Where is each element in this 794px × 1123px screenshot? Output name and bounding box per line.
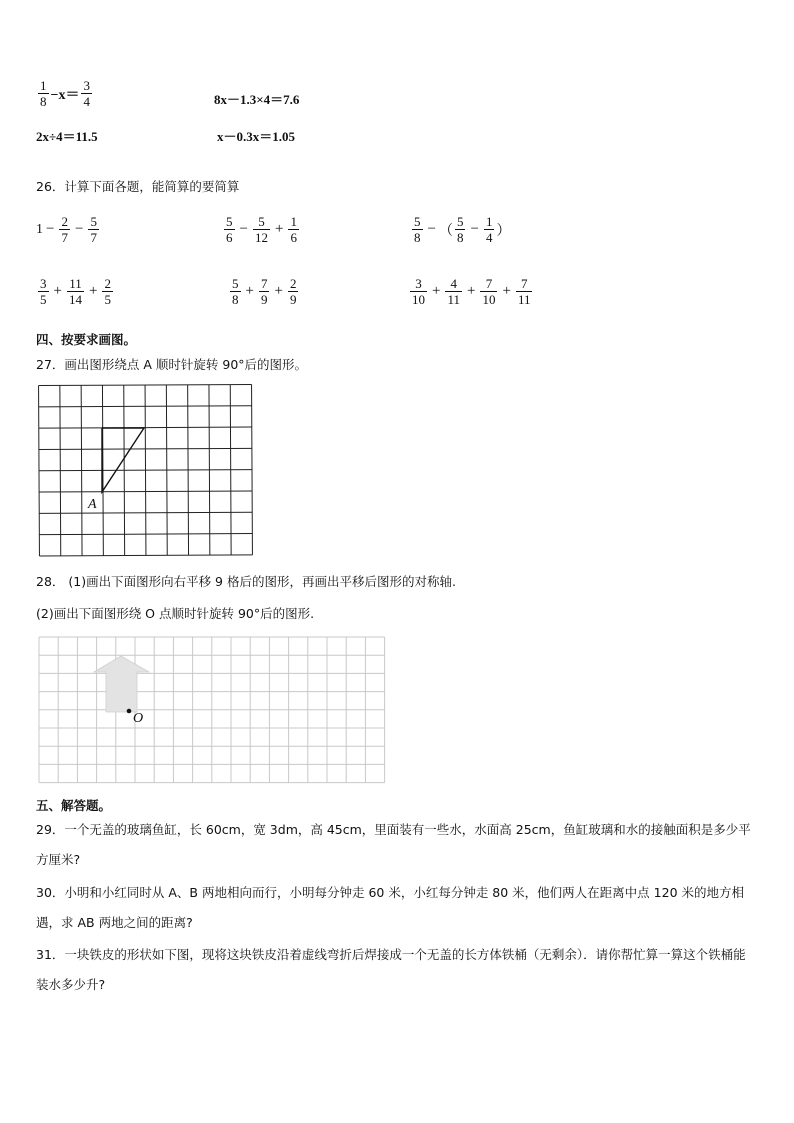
equation-4: x－0.3x＝1.05 (217, 129, 296, 144)
fraction-numerator: 2 (61, 214, 68, 229)
equation-2: 8x－1.3×4＝7.6 (214, 92, 300, 107)
minus-sign: − (46, 221, 55, 237)
minus-sign: − (427, 221, 436, 237)
fraction-numerator: 7 (260, 276, 268, 291)
minus-sign: − (470, 221, 479, 237)
fraction-denominator: 9 (260, 292, 268, 307)
q28-arrow-shape (94, 656, 149, 712)
fraction-numerator: 7 (485, 276, 493, 291)
question-31-text: 31．一块铁皮的形状如下图，现将这块铁皮沿着虚线弯折后焊接成一个无盖的长方体铁桶（无剩余）．请你帮忙算一算这个铁桶能装水多少升? (36, 947, 746, 992)
point-o-dot (127, 709, 132, 714)
q27-grid-figure (36, 382, 256, 558)
grid-line-horizontal (39, 406, 252, 407)
grid-line-horizontal (39, 534, 252, 535)
fraction-numerator: 1 (290, 214, 297, 229)
q26-expr-6 (408, 276, 534, 307)
minus-sign: − (239, 221, 248, 237)
grid-line-horizontal (39, 384, 252, 385)
equation-3: 2x÷4＝11.5 (36, 129, 98, 144)
fraction-numerator: 1 (485, 214, 493, 229)
fraction-denominator: 11 (447, 292, 460, 307)
fraction-denominator: 6 (226, 230, 233, 245)
fraction-numerator: 5 (414, 214, 421, 229)
equation-operator: −x＝ (50, 87, 80, 103)
fraction-denominator: 8 (414, 230, 421, 245)
fraction-numerator: 11 (69, 276, 82, 291)
question-29-text: 29．一个无盖的玻璃鱼缸，长 60cm，宽 3dm，高 45cm，里面装有一些水，水面高 25cm，鱼缸玻璃和水的接触面积是多少平方厘米? (36, 822, 751, 867)
grid-line-horizontal (39, 512, 252, 513)
fraction-denominator: 7 (61, 230, 68, 245)
fraction-numerator: 5 (232, 276, 239, 291)
fraction-numerator: 5 (456, 214, 464, 229)
close-paren: ） (496, 223, 511, 239)
fraction-numerator: 1 (40, 78, 47, 93)
whole-number: 1 (36, 221, 43, 237)
fraction-denominator: 5 (40, 292, 47, 307)
plus-sign: + (88, 283, 98, 299)
open-paren: （ (438, 223, 453, 239)
fraction-denominator: 4 (83, 94, 90, 109)
minus-sign: − (74, 221, 84, 237)
fraction-denominator: 6 (290, 230, 297, 245)
fraction-numerator: 3 (40, 276, 47, 291)
q27-triangle-shape (102, 428, 144, 492)
point-a-label: A (88, 497, 97, 512)
equation-1 (36, 78, 94, 109)
q27-grid-lines (39, 384, 253, 556)
fraction-numerator: 2 (104, 276, 111, 291)
plus-sign: + (274, 283, 283, 299)
fraction-numerator: 5 (258, 214, 265, 229)
fraction-numerator: 4 (450, 276, 457, 291)
grid-line-horizontal (39, 470, 252, 471)
question-30-text: 30．小明和小红同时从 A、B 两地相向而行，小明每分钟走 60 米，小红每分钟走 80 米，他们两人在距离中点 120 米的地方相遇，求 AB 两地之间的距离? (36, 885, 744, 930)
fraction-numerator: 5 (226, 214, 233, 229)
q26-expr-4 (36, 276, 115, 307)
plus-sign: + (245, 283, 254, 299)
fraction-denominator: 5 (104, 292, 111, 307)
fraction-denominator: 9 (289, 292, 297, 307)
fraction-denominator: 10 (482, 292, 496, 307)
question-27-text: 27．画出图形绕点 A 顺时针旋转 90°后的图形。 (36, 357, 308, 372)
fraction-denominator: 11 (517, 292, 531, 307)
fraction-denominator: 7 (90, 230, 97, 245)
fraction-denominator: 8 (456, 230, 464, 245)
plus-sign: + (467, 283, 476, 299)
fraction-denominator: 8 (40, 94, 47, 109)
grid-line-horizontal (39, 427, 252, 428)
q28-grid-figure (38, 636, 388, 784)
plus-sign: + (432, 283, 441, 299)
fraction-denominator: 4 (485, 230, 493, 245)
q26-expr-3 (410, 214, 510, 245)
question-28-text-1: 28． (1)画出下面图形向右平移 9 格后的图形，再画出平移后图形的对称轴. (36, 574, 456, 589)
grid-line-horizontal (39, 448, 252, 449)
point-o-label: O (133, 711, 144, 726)
plus-sign: + (274, 221, 284, 237)
plus-sign: + (53, 283, 62, 299)
grid-line-horizontal (39, 555, 252, 556)
section-5-heading: 五、解答题。 (36, 798, 112, 813)
fraction-denominator: 8 (232, 292, 239, 307)
fraction-denominator: 14 (68, 292, 82, 307)
fraction-numerator: 7 (520, 276, 528, 291)
fraction-numerator: 5 (90, 214, 97, 229)
section-4-heading: 四、按要求画图。 (36, 332, 137, 347)
grid-line-horizontal (39, 491, 252, 492)
plus-sign: + (502, 283, 511, 299)
fraction-numerator: 3 (83, 78, 90, 93)
q26-expr-2 (222, 214, 301, 245)
question-26-title: 26．计算下面各题，能简算的要简算 (36, 179, 240, 194)
q26-expr-1 (36, 214, 101, 245)
fraction-numerator: 2 (289, 276, 297, 291)
question-28-text-2: (2)画出下面图形绕 O 点顺时针旋转 90°后的图形. (36, 606, 315, 621)
q28-grid-lines (39, 637, 385, 783)
fraction-denominator: 10 (412, 292, 425, 307)
fraction-denominator: 12 (254, 230, 268, 245)
q26-expr-5 (228, 276, 300, 307)
fraction-numerator: 3 (415, 276, 422, 291)
